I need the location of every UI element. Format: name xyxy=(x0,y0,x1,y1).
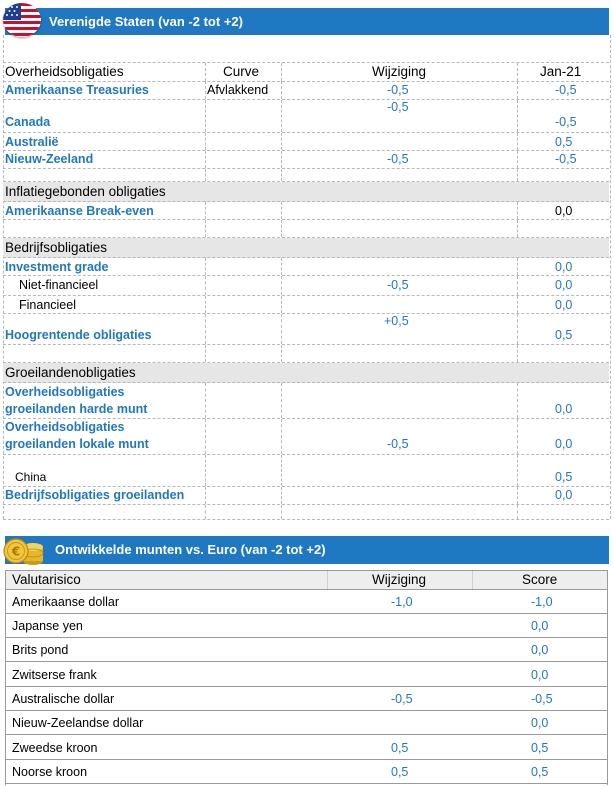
col-header-label: Overheidsobligaties xyxy=(5,64,124,79)
table-row: Overheidsobligaties groeilanden lokale munt -0,5 0,0 xyxy=(3,419,609,455)
table-row xyxy=(5,663,608,687)
currency-name: Zweedse kroon xyxy=(12,741,98,755)
coins-icon xyxy=(3,533,45,567)
section-title: Ontwikkelde munten vs. Euro (van -2 tot +2) xyxy=(55,542,326,557)
group-header: Inflatiegebonden obligaties xyxy=(3,182,609,202)
currency-score: 0,5 xyxy=(531,741,549,755)
table-row: Amerikaanse Treasuries Afvlakkend -0,5 -0,5 xyxy=(3,81,609,100)
currency-name: Australische dollar xyxy=(12,692,115,706)
currency-change: -1,0 xyxy=(391,595,413,609)
table-row xyxy=(5,736,608,760)
currency-name: Nieuw-Zeelandse dollar xyxy=(12,716,144,730)
table-header xyxy=(3,62,609,82)
bonds-table xyxy=(3,0,609,520)
currency-name: Noorse kroon xyxy=(12,765,88,779)
currency-score: 0,0 xyxy=(531,668,549,682)
currency-score: 0,0 xyxy=(531,619,549,633)
table-row xyxy=(5,614,608,638)
table-row: Financieel 0,0 xyxy=(3,296,609,314)
currency-score: 0,0 xyxy=(531,643,549,657)
currency-score: -1,0 xyxy=(531,595,553,609)
section-title: Verenigde Staten (van -2 tot +2) xyxy=(49,14,243,29)
table-row: Overheidsobligaties groeilanden harde munt 0,0 xyxy=(3,383,609,419)
table-row xyxy=(5,711,608,735)
table-row: Bedrijfsobligaties groeilanden 0,0 xyxy=(3,487,609,505)
table-row: Hoogrentende obligaties +0,5 0,5 xyxy=(3,314,609,345)
table-row: China 0,5 xyxy=(3,455,609,487)
currency-score: 0,0 xyxy=(531,716,549,730)
table-row: Investment grade 0,0 xyxy=(3,258,609,276)
table-row xyxy=(5,687,608,711)
section-banner-currencies xyxy=(5,536,609,564)
col-header-curve: Curve xyxy=(223,64,260,79)
table-row: Canada -0,5 -0,5 xyxy=(3,100,609,133)
currency-name: Zwitserse frank xyxy=(12,668,97,682)
currency-name: Japanse yen xyxy=(12,619,83,633)
currency-change: -0,5 xyxy=(391,692,413,706)
table-row: Nieuw-Zeeland -0,5 -0,5 xyxy=(3,151,609,169)
table-row: Australië 0,5 xyxy=(3,133,609,151)
currency-change: 0,5 xyxy=(391,741,409,755)
table-row xyxy=(5,760,608,784)
col-header-change: Wijziging xyxy=(372,64,427,79)
currency-name: Brits pond xyxy=(12,643,69,657)
group-header: Groeilandenobligaties xyxy=(3,363,609,383)
table-row: Niet-financieel -0,5 0,0 xyxy=(3,276,609,296)
col-header-score: Jan-21 xyxy=(540,64,582,79)
table-row: Amerikaanse Break-even 0,0 xyxy=(3,202,609,220)
currency-score: -0,5 xyxy=(531,692,553,706)
currency-change: 0,5 xyxy=(391,765,409,779)
table-row xyxy=(5,638,608,662)
table-header: Valutarisico Wijziging Score xyxy=(5,570,608,590)
group-header: Bedrijfsobligaties xyxy=(3,238,609,258)
table-row xyxy=(5,590,608,614)
svg-text:€: € xyxy=(11,544,21,559)
currency-score: 0,5 xyxy=(531,765,549,779)
currency-name: Amerikaanse dollar xyxy=(12,595,119,609)
